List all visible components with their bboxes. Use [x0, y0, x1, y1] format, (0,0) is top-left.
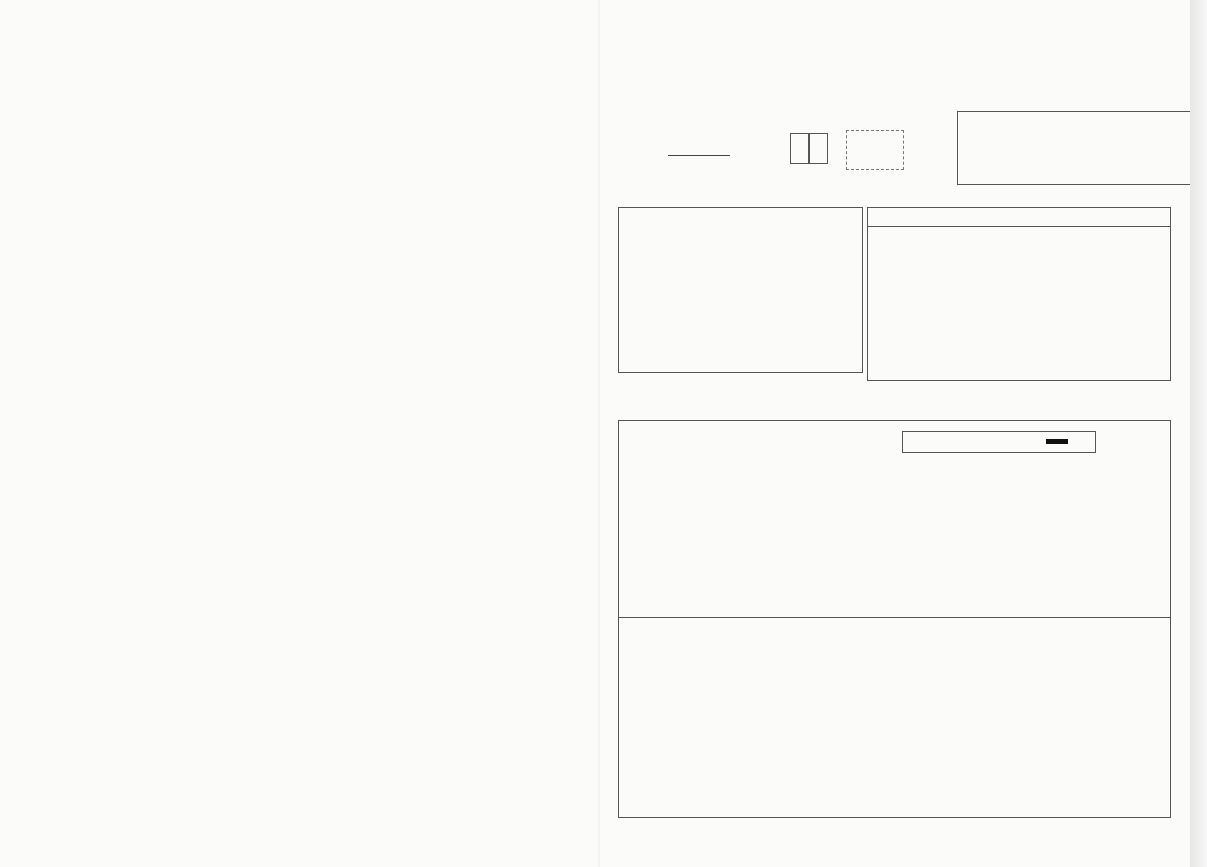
- correct-fill-sample: [1046, 439, 1068, 444]
- seat-box-2[interactable]: [809, 133, 828, 164]
- page-edge: [1190, 0, 1207, 867]
- answer-area-border: [618, 420, 1171, 818]
- notice-box: [618, 207, 863, 373]
- seat-box-1[interactable]: [790, 133, 809, 164]
- admission-number-box: [867, 207, 1171, 381]
- page-5: [0, 0, 598, 867]
- fingerprint-box: [846, 130, 904, 170]
- admission-divider: [867, 226, 1170, 227]
- page-6: [600, 0, 1190, 867]
- part2-divider: [618, 617, 1170, 618]
- name-field[interactable]: [668, 155, 730, 156]
- barcode-area: [957, 111, 1192, 185]
